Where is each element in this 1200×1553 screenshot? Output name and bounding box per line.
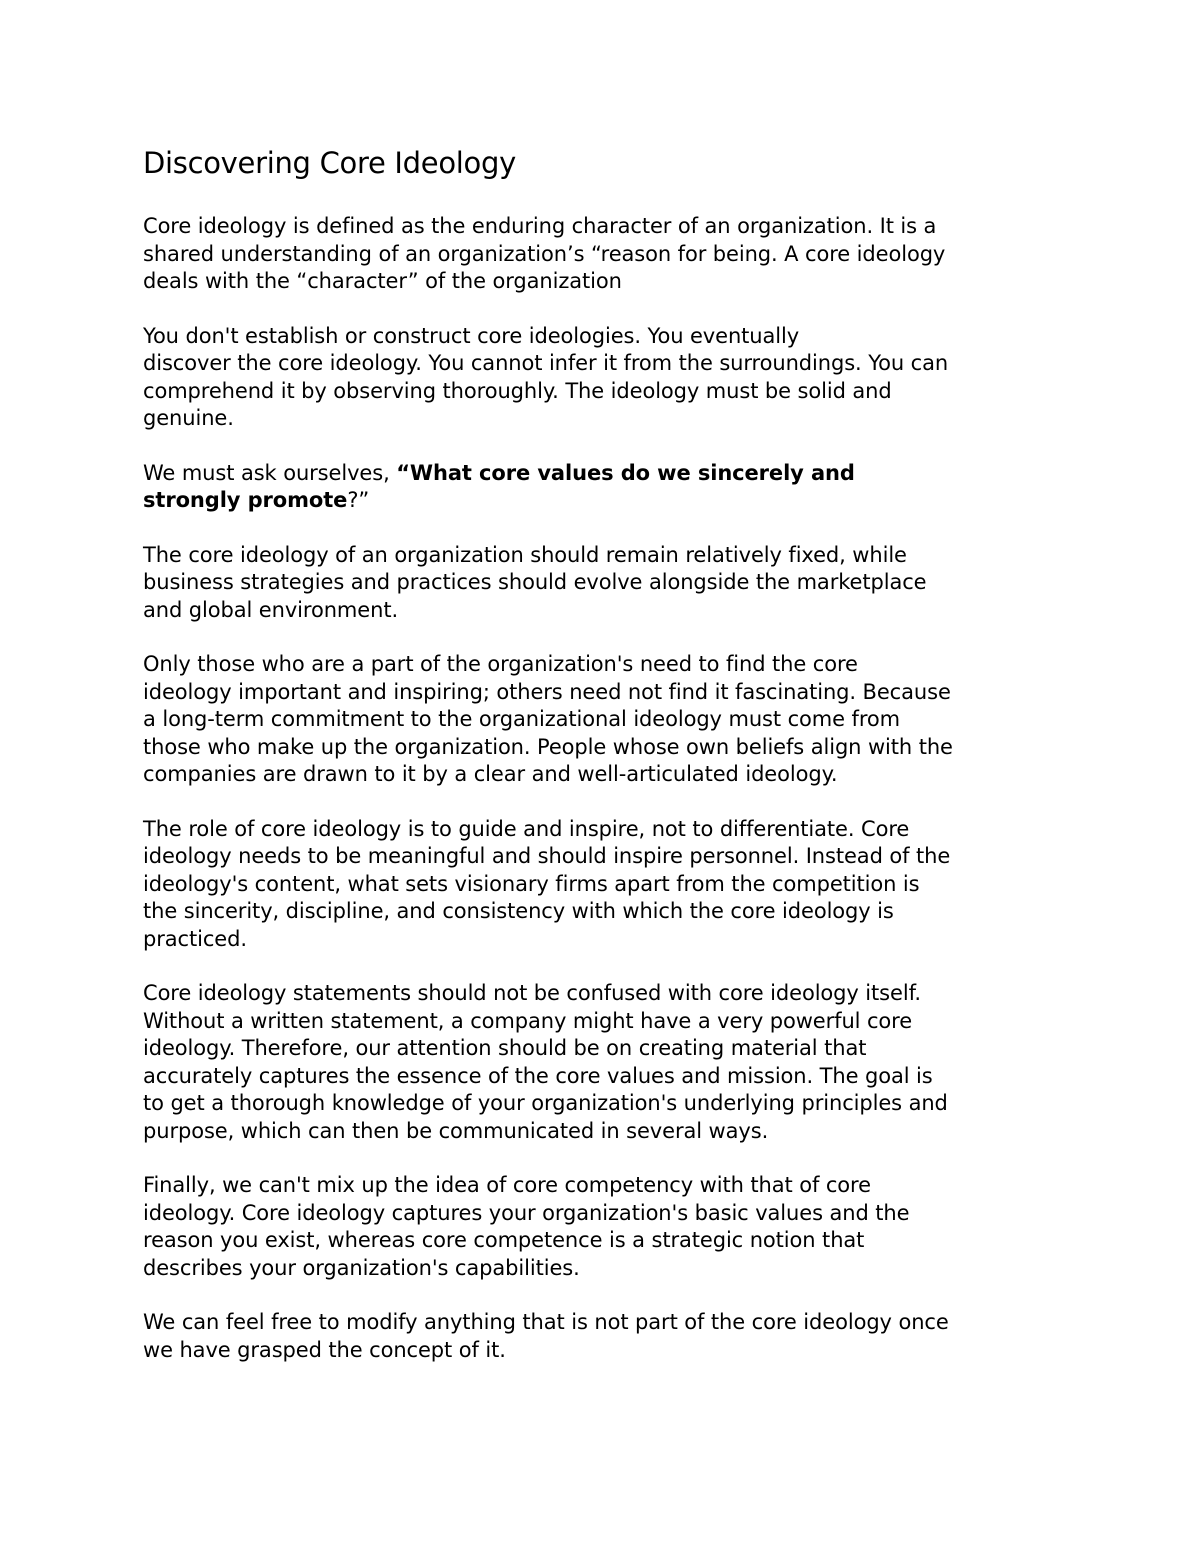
question-bold: “What core values do we sincerely and strongly promote bbox=[143, 460, 855, 512]
document-title: Discovering Core Ideology bbox=[143, 146, 516, 180]
paragraph-competency: Finally, we can't mix up the idea of core competency with that of core ideology. Core ideology captures your organization's basic values and the reason you exist, whereas core competence is a strategic notion that describes your organization's capabilities. bbox=[143, 1173, 910, 1280]
paragraph-question bbox=[143, 460, 1073, 515]
paragraph-fixed: The core ideology of an organization should remain relatively fixed, while business strategies and practices should evolve alongside the marketplace and global environment. bbox=[143, 542, 927, 622]
paragraph-statements: Core ideology statements should not be confused with core ideology itself. Without a written statement, a company might have a very powerful core ideology. Therefore, our attention should be on creating material that accurately captures the essence of the core values and mission. The goal is to get a thorough knowledge of your organization's underlying principles and purpose, which can then be communicated in several ways. bbox=[143, 981, 948, 1143]
paragraph-definition: Core ideology is defined as the enduring character of an organization. It is a shared understanding of an organization’s “reason for being. A core ideology deals with the “character” of the organization bbox=[143, 214, 946, 293]
paragraph-role: The role of core ideology is to guide and inspire, not to differentiate. Core ideology needs to be meaningful and should inspire personnel. Instead of the ideology's content, what sets visionary firms apart from the competition is the sincerity, discipline, and consistency with which the core ideology is practiced. bbox=[143, 816, 951, 951]
paragraph-discover: You don't establish or construct core ideologies. You eventually discover the core ideology. You cannot infer it from the surroundings. You can comprehend it by observing thoroughly. The ideology must be solid and genuine. bbox=[143, 323, 949, 430]
paragraph-modify: We can feel free to modify anything that is not part of the core ideology once we have grasped the concept of it. bbox=[143, 1310, 949, 1362]
document-body bbox=[143, 143, 1073, 1391]
question-suffix: ?” bbox=[347, 488, 370, 512]
paragraph-members: Only those who are a part of the organization's need to find the core ideology important and inspiring; others need not find it fascinating. Because a long-term commitment to the organizational ideology must come from those who make up the organization. People whose own beliefs align with the companies are drawn to it by a clear and well-articulated ideology. bbox=[143, 652, 953, 786]
question-prefix: We must ask ourselves, bbox=[143, 460, 397, 485]
